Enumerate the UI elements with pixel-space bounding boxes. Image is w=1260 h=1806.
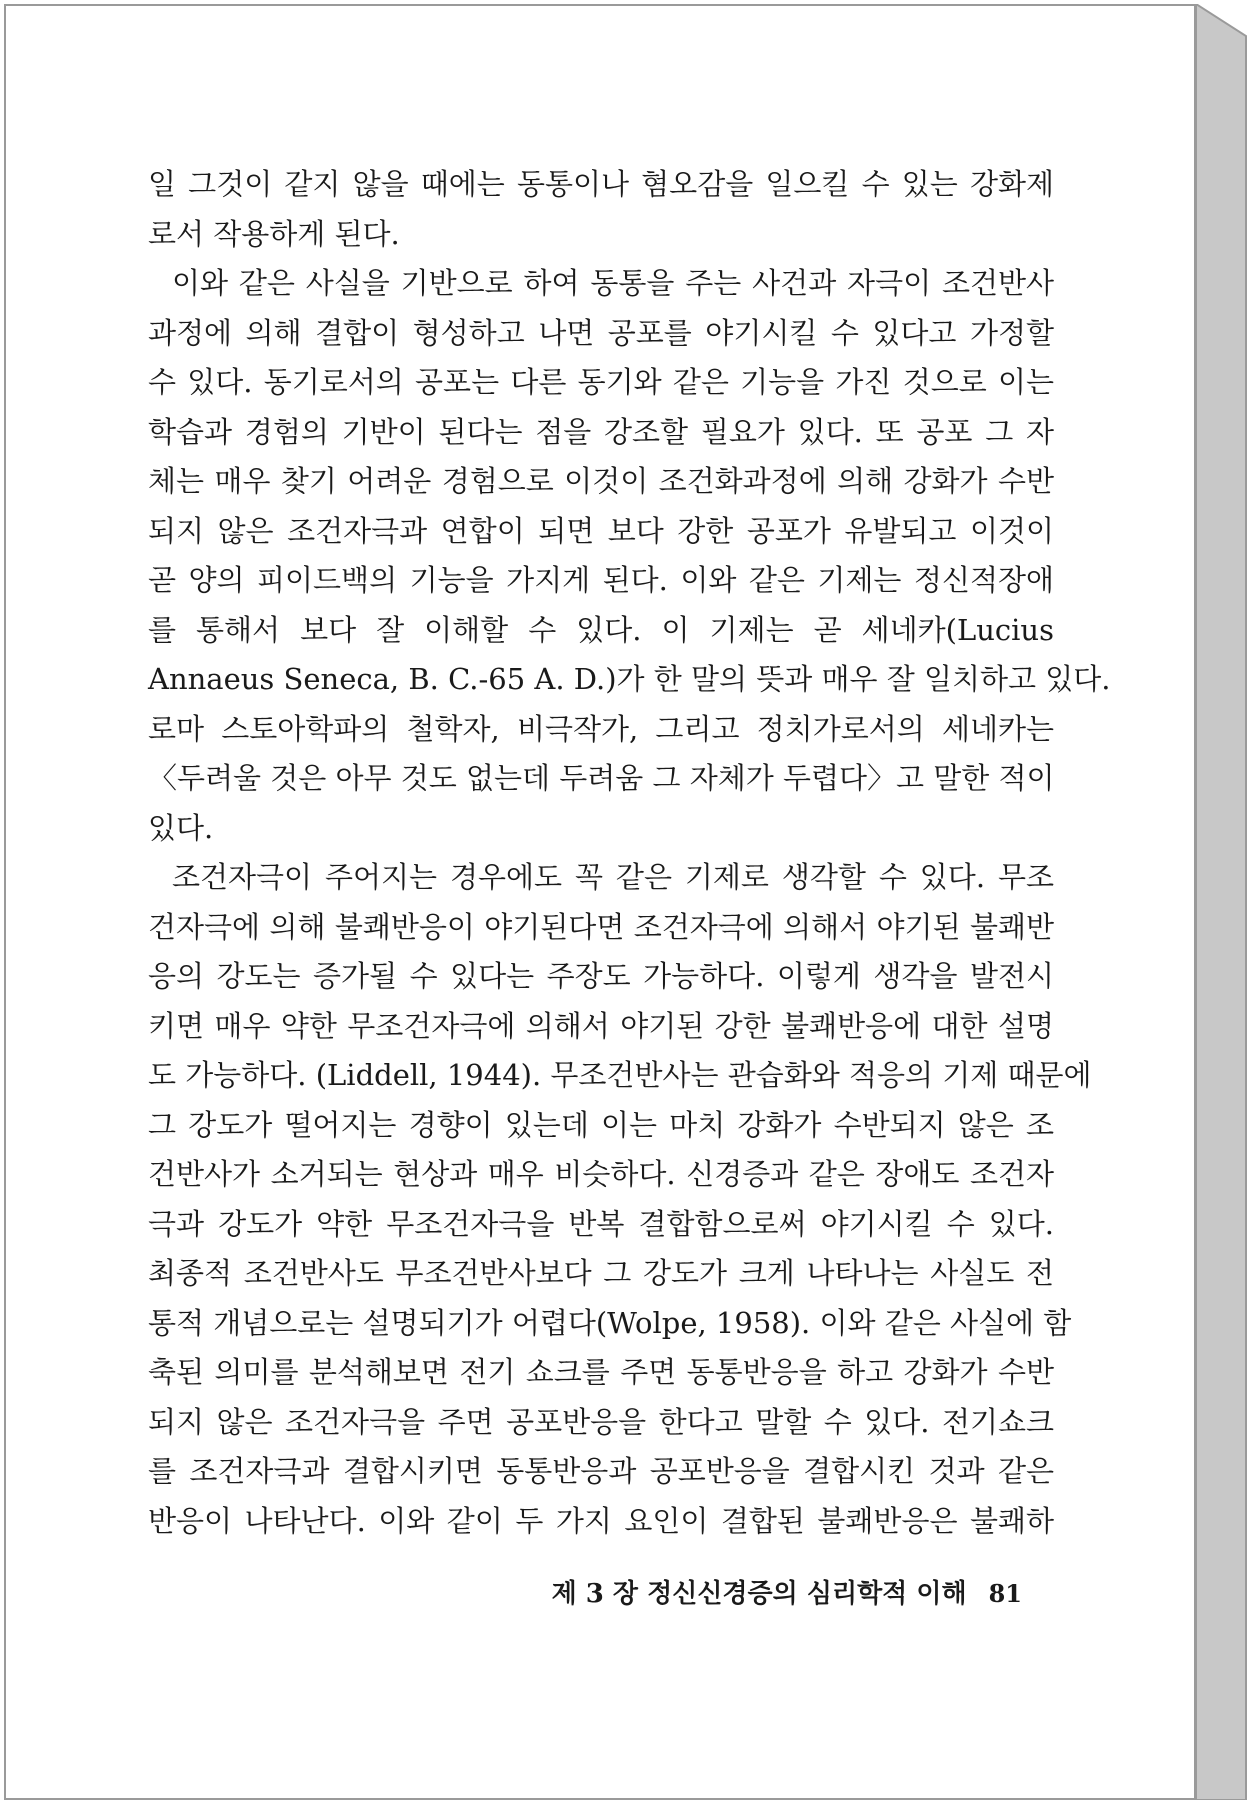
text-line: 극과 강도가 약한 무조건자극을 반복 결합함으로써 야기시킬 수 있다. [148,1206,1054,1241]
text-line: 로마 스토아학파의 철학자, 비극작가, 그리고 정치가로서의 세네카는 [148,711,1054,746]
text-line: 수 있다. 동기로서의 공포는 다른 동기와 같은 기능을 가진 것으로 이는 [148,365,1054,399]
text-line: 를 통해서 보다 잘 이해할 수 있다. 이 기제는 곧 세네카(Lucius [148,612,1054,647]
page-edge-graphic [1196,4,1250,1800]
text-line: Annaeus Seneca, B. C.-65 A. D.)가 한 말의 뜻과 매우 잘 일치하고 있다. [148,662,1111,696]
paragraph-start-line: 이와 같은 사실을 기반으로 하여 동통을 주는 사건과 자극이 조건반사 [172,266,1054,300]
body-text [148,160,1111,1546]
text-line: 체는 매우 찾기 어려운 경험으로 이것이 조건화과정에 의해 강화가 수반 [148,464,1054,498]
text-line: 되지 않은 조건자극과 연합이 되면 보다 강한 공포가 유발되고 이것이 [148,513,1054,548]
text-line: 통적 개념으로는 설명되기가 어렵다(Wolpe, 1958). 이와 같은 사실에 함 [148,1305,1072,1340]
text-line: 건자극에 의해 불쾌반응이 야기된다면 조건자극에 의해서 야기된 불쾌반 [148,909,1054,944]
text-line: 학습과 경험의 기반이 된다는 점을 강조할 필요가 있다. 또 공포 그 자 [148,414,1054,449]
text-line: 있다. [148,810,214,845]
text-line: 과정에 의해 결합이 형성하고 나면 공포를 야기시킬 수 있다고 가정할 [148,315,1054,350]
page-number: 81 [988,1579,1022,1608]
text-line: 그 강도가 떨어지는 경향이 있는데 이는 마치 강화가 수반되지 않은 조 [148,1107,1054,1142]
page-edge-shadow [1196,4,1250,1800]
text-line: 도 가능하다. (Liddell, 1944). 무조건반사는 관습화와 적응의 기제 때문에 [148,1058,1092,1092]
text-line: 되지 않은 조건자극을 주면 공포반응을 한다고 말할 수 있다. 전기쇼크 [148,1404,1054,1439]
running-footer [480,1574,1022,1614]
chapter-title: 제 3 장 정신신경증의 심리학적 이해 [551,1579,967,1609]
text-line: 〈두려울 것은 아무 것도 없는데 두려움 그 자체가 두렵다〉고 말한 적이 [148,761,1055,795]
text-line: 곧 양의 피이드백의 기능을 가지게 된다. 이와 같은 기제는 정신적장애 [148,563,1054,597]
text-line: 반응이 나타난다. 이와 같이 두 가지 요인이 결합된 불쾌반응은 불쾌하 [148,1503,1054,1538]
text-line: 를 조건자극과 결합시키면 동통반응과 공포반응을 결합시킨 것과 같은 [148,1454,1054,1488]
text-line: 키면 매우 약한 무조건자극에 의해서 야기된 강한 불쾌반응에 대한 설명 [148,1008,1054,1043]
text-line: 건반사가 소거되는 현상과 매우 비슷하다. 신경증과 같은 장애도 조건자 [148,1157,1054,1191]
text-line: 최종적 조건반사도 무조건반사보다 그 강도가 크게 나타나는 사실도 전 [148,1256,1054,1290]
text-line: 응의 강도는 증가될 수 있다는 주장도 가능하다. 이렇게 생각을 발전시 [148,959,1054,993]
text-line: 로서 작용하게 된다. [148,216,400,251]
text-line: 축된 의미를 분석해보면 전기 쇼크를 주면 동통반응을 하고 강화가 수반 [148,1355,1054,1389]
paragraph-start-line: 조건자극이 주어지는 경우에도 꼭 같은 기제로 생각할 수 있다. 무조 [172,860,1054,894]
text-line: 일 그것이 같지 않을 때에는 동통이나 혐오감을 일으킬 수 있는 강화제 [148,167,1054,201]
